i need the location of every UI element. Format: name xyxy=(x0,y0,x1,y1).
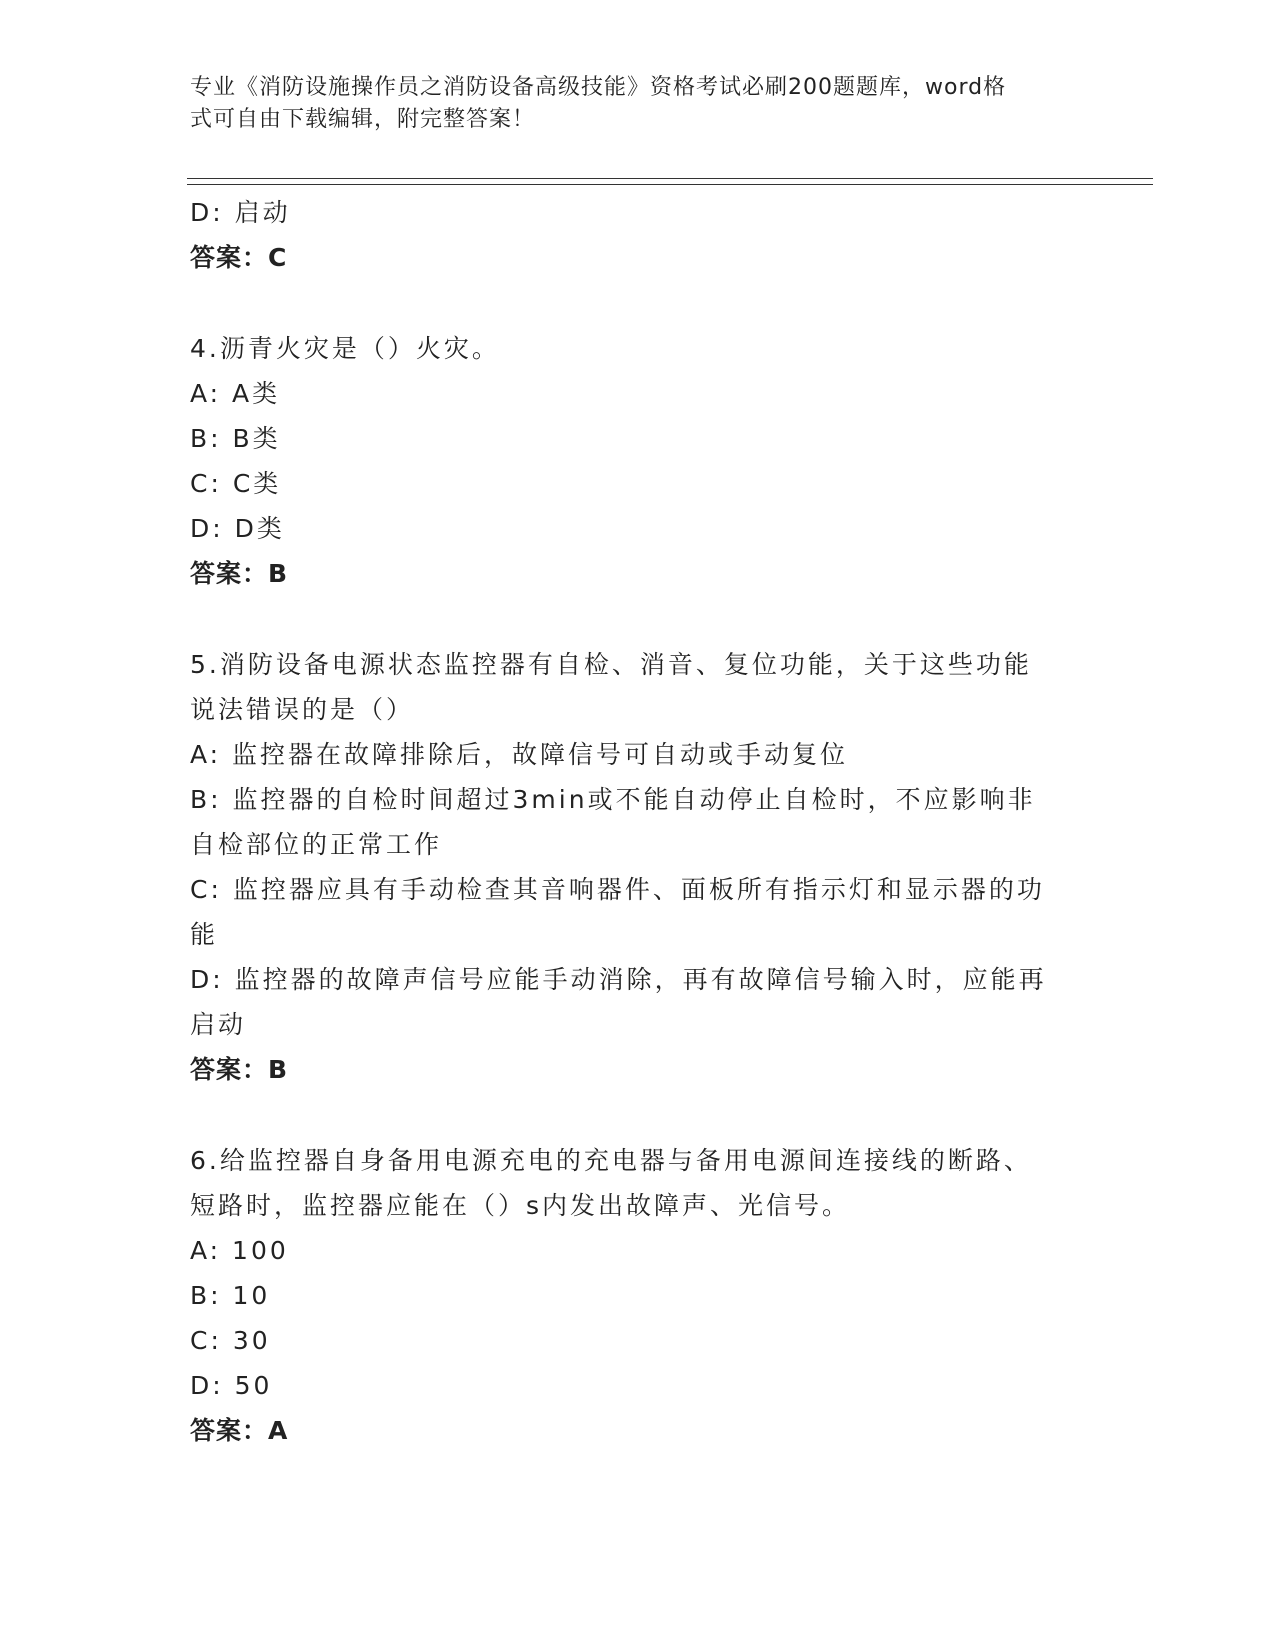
question-6-answer: 答案：A xyxy=(190,1416,289,1445)
question-5-option-d-line-1: D: 监控器的故障声信号应能手动消除，再有故障信号输入时，应能再 xyxy=(190,965,1047,994)
header-line-2: 式可自由下载编辑，附完整答案！ xyxy=(190,107,536,132)
question-6-option-b: B: 10 xyxy=(190,1281,271,1310)
header-divider-top xyxy=(187,178,1153,179)
question-6-option-d: D: 50 xyxy=(190,1371,273,1400)
question-5-option-a: A: 监控器在故障排除后，故障信号可自动或手动复位 xyxy=(190,740,849,769)
question-6-option-a: A: 100 xyxy=(190,1236,289,1265)
question-5-option-c-line-1: C: 监控器应具有手动检查其音响器件、面板所有指示灯和显示器的功 xyxy=(190,875,1045,904)
question-5-option-d-line-2: 启动 xyxy=(190,1010,247,1039)
question-4-option-b: B: B类 xyxy=(190,424,281,453)
question-6-stem-line-2: 短路时，监控器应能在（）s内发出故障声、光信号。 xyxy=(190,1191,851,1220)
question-6-stem-line-1: 6.给监控器自身备用电源充电的充电器与备用电源间连接线的断路、 xyxy=(190,1146,1032,1175)
question-5-stem-line-2: 说法错误的是（） xyxy=(190,695,415,724)
prev-answer: 答案：C xyxy=(190,243,288,272)
question-4-answer: 答案：B xyxy=(190,559,289,588)
question-5-option-c-line-2: 能 xyxy=(190,920,219,949)
question-5-stem-line-1: 5.消防设备电源状态监控器有自检、消音、复位功能，关于这些功能 xyxy=(190,650,1032,679)
question-5-answer: 答案：B xyxy=(190,1055,289,1084)
question-6-option-c: C: 30 xyxy=(190,1326,271,1355)
question-4-option-a: A: A类 xyxy=(190,379,281,408)
question-4-option-d: D: D类 xyxy=(190,514,285,543)
prev-option-d: D: 启动 xyxy=(190,198,291,227)
question-4-option-c: C: C类 xyxy=(190,469,282,498)
question-4-stem: 4.沥青火灾是（）火灾。 xyxy=(190,334,500,363)
question-5-option-b-line-1: B: 监控器的自检时间超过3min或不能自动停止自检时，不应影响非 xyxy=(190,785,1036,814)
header-line-1: 专业《消防设施操作员之消防设备高级技能》资格考试必刷200题题库，word格 xyxy=(190,75,1007,100)
document-body xyxy=(190,190,1090,1453)
document-header xyxy=(190,72,1070,136)
question-5-option-b-line-2: 自检部位的正常工作 xyxy=(190,830,443,859)
header-divider-bottom xyxy=(187,184,1153,185)
